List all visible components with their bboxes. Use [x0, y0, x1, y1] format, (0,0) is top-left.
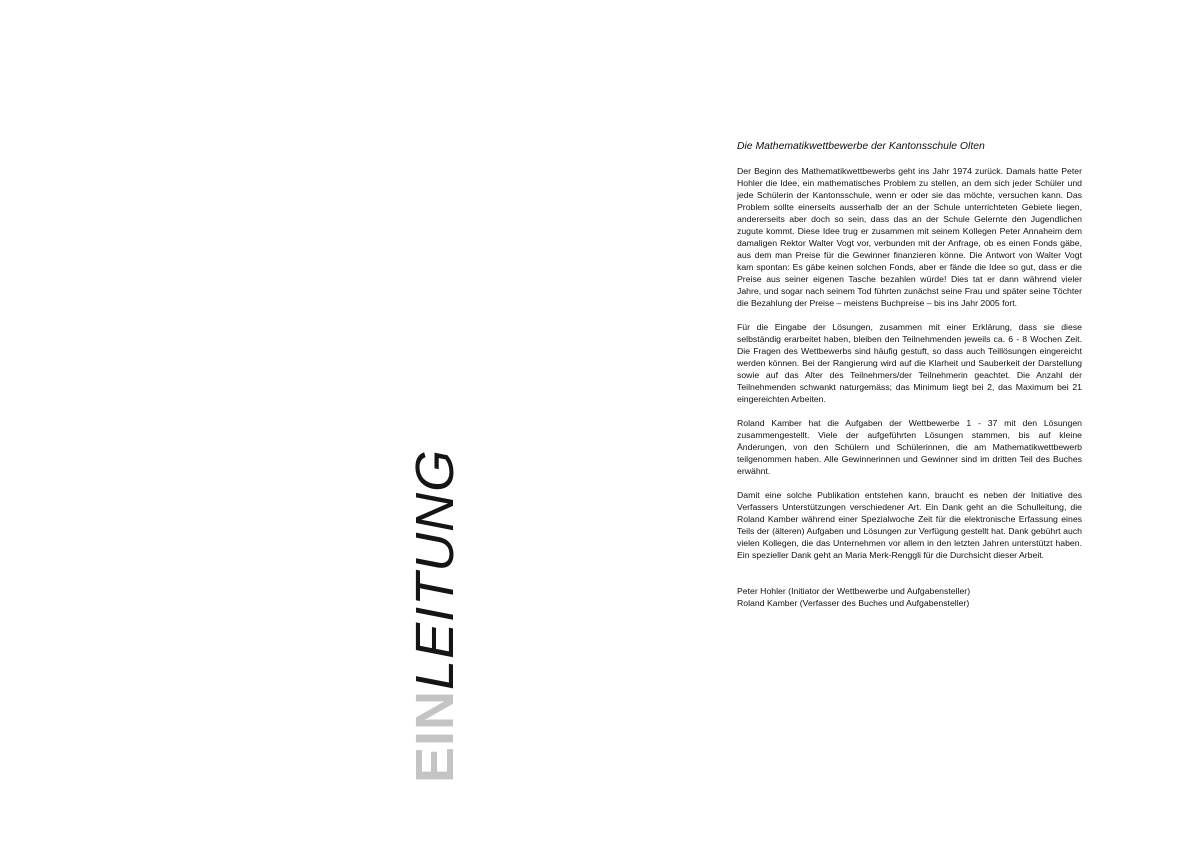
- title-prefix: EIN: [405, 689, 465, 783]
- title-main: LEITUNG: [405, 448, 465, 690]
- signature-roland-kamber: Roland Kamber (Verfasser des Buches und Aufgabensteller): [737, 598, 970, 608]
- vertical-section-title: [405, 448, 465, 783]
- signatures: [737, 585, 1082, 609]
- article-column: [737, 140, 1082, 609]
- article-heading: Die Mathematikwettbewerbe der Kantonsschule Olten: [737, 141, 985, 152]
- paragraph-submission: Für die Eingabe der Lösungen, zusammen mit einer Erklärung, dass sie diese selbständig erarbeitet haben, bleiben den Teilnehmenden jeweils ca. 6 - 8 Wochen Zeit. Die Fragen des Wettbewerbs sind häufig gestuft, so dass auch Teillösungen eingereicht werden können. Bei der Rangierung wird auf die Klarheit und Sauberkeit der Darstellung sowie auf das Alter des Teilnehmers/der Teilnehmerin geachtet. Die Anzahl der Teilnehmenden schwankt naturgemäss; das Minimum liegt bei 2, das Maximum bei 21 eingereichten Arbeiten.: [737, 322, 1082, 404]
- paragraph-acknowledgements: Damit eine solche Publikation entstehen kann, braucht es neben der Initiative des Verfassers Unterstützungen verschiedener Art. Ein Dank geht an die Schulleitung, die Roland Kamber während einer Spezialwoche Zeit für die elektronische Erfassung eines Teils der (älteren) Aufgaben und Lösungen zur Verfügung gestellt hat. Dank gebührt auch vielen Kollegen, die das Unternehmen vor allem in den letzten Jahren unterstützt haben. Ein spezieller Dank geht an Maria Merk-Renggli für die Durchsicht dieser Arbeit.: [737, 490, 1082, 560]
- paragraph-compilation: Roland Kamber hat die Aufgaben der Wettbewerbe 1 - 37 mit den Lösungen zusammengestellt. Viele der aufgeführten Lösungen stammen, bis auf kleine Änderungen, von den Schülern und Schülerinnen, die am Mathematikwettbewerb teilgenommen haben. Alle Gewinnerinnen und Gewinner sind im dritten Teil des Buches erwähnt.: [737, 418, 1082, 476]
- paragraph-history: Der Beginn des Mathematikwettbewerbs geht ins Jahr 1974 zurück. Damals hatte Peter Hohler die Idee, ein mathematisches Problem zu stellen, an dem sich jeder Schüler und jede Schülerin der Kantonsschule, wenn er oder sie das möchte, versuchen kann. Das Problem sollte einerseits ausserhalb der an der Schule unterrichteten Gebiete liegen, andererseits aber doch so sein, dass das an der Schule Gelernte den Jugendlichen zugute kommt. Diese Idee trug er zusammen mit seinem Kollegen Peter Annaheim dem damaligen Rektor Walter Vogt vor, verbunden mit der Anfrage, ob es einen Fonds gäbe, aus dem man Preise für die Gewinner finanzieren könne. Die Antwort von Walter Vogt kam spontan: Es gäbe keinen solchen Fonds, aber er fände die Idee so gut, dass er die Preise aus seiner eigenen Tasche bezahlen würde! Dies tat er dann während vieler Jahre, und sogar nach seinem Tod führten zunächst seine Frau und später seine Töchter die Bezahlung der Preise – meistens Buchpreise – bis ins Jahr 2005 fort.: [737, 166, 1082, 308]
- signature-peter-hohler: Peter Hohler (Initiator der Wettbewerbe und Aufgabensteller): [737, 586, 971, 596]
